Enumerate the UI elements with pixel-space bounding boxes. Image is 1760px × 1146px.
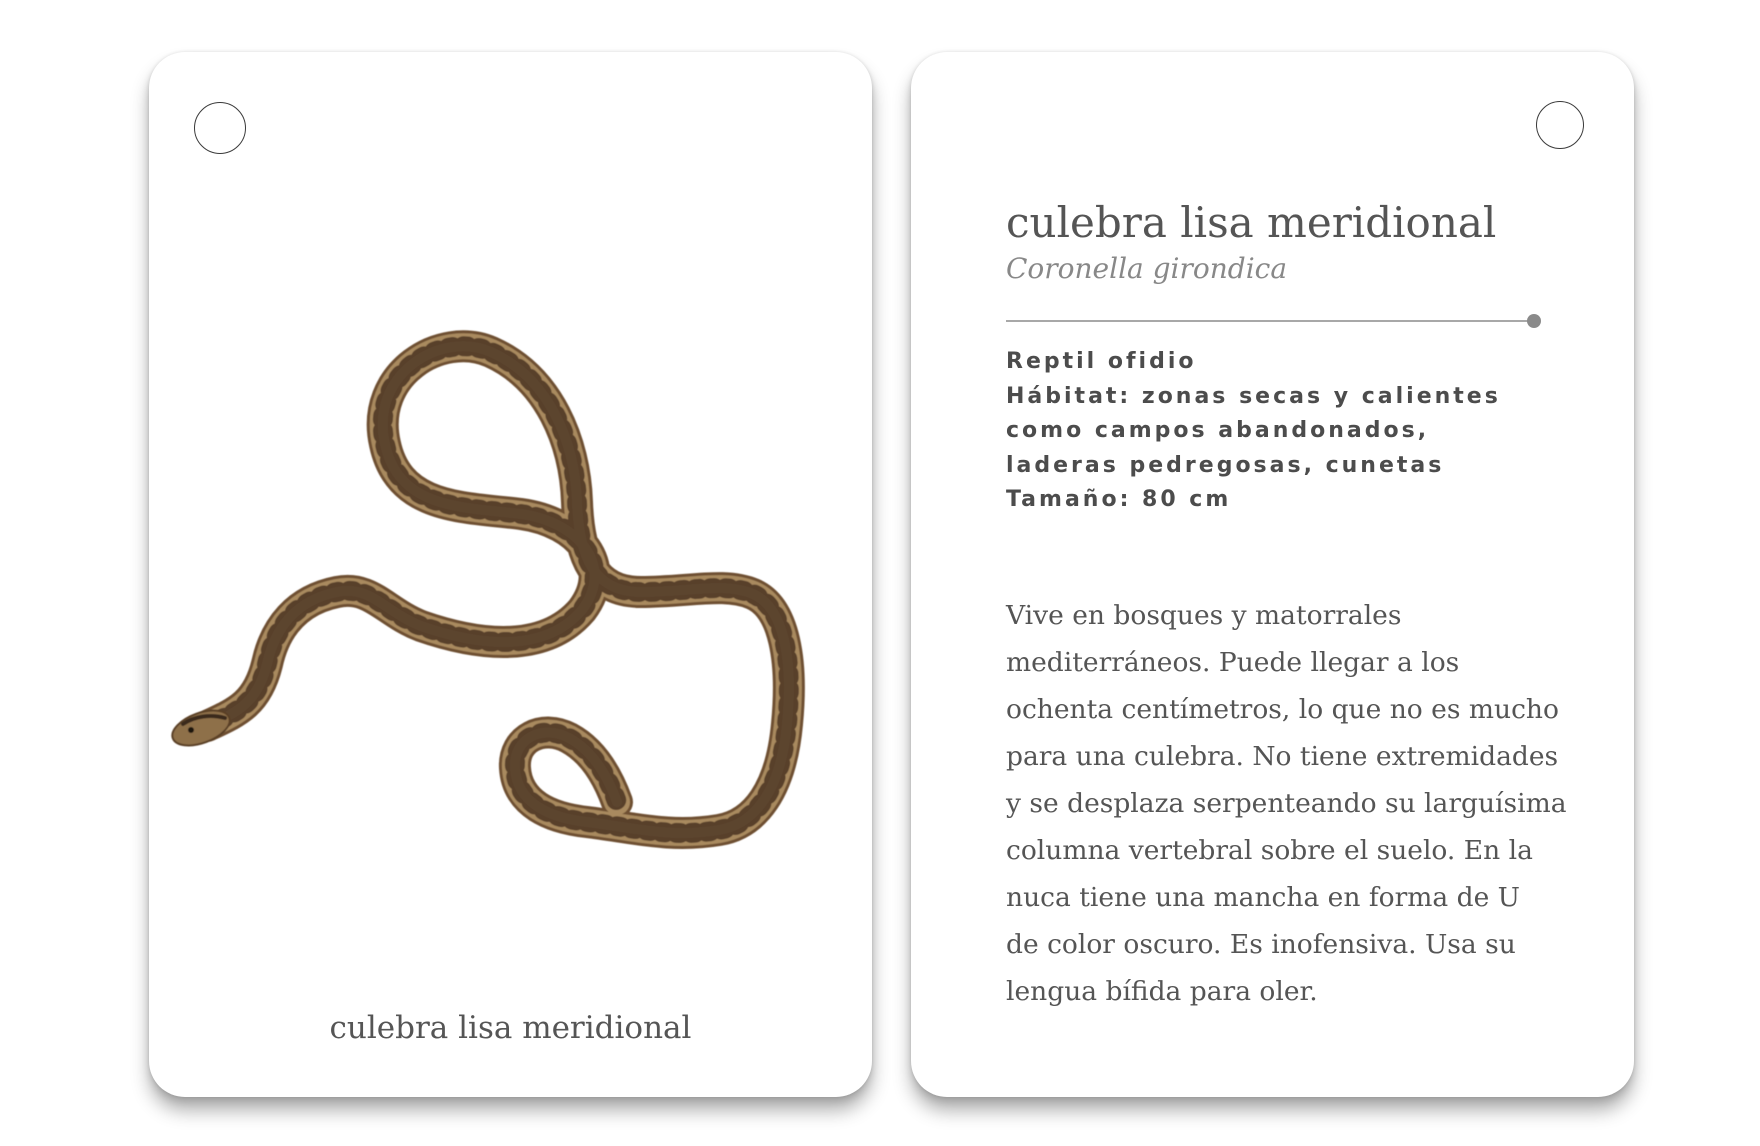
description-line: lengua bífida para oler. — [1006, 976, 1318, 1007]
species-facts — [1006, 345, 1566, 518]
description-line: columna vertebral sobre el suelo. En la — [1006, 835, 1533, 866]
description-line: para una culebra. No tiene extremidades — [1006, 741, 1559, 772]
back-card — [911, 52, 1634, 1097]
description-line: ochenta centímetros, lo que no es mucho — [1006, 694, 1559, 725]
description-line: mediterráneos. Puede llegar a los — [1006, 647, 1460, 678]
fact-line: como campos abandonados, — [1006, 418, 1430, 443]
species-scientific-name: Coronella girondica — [1006, 252, 1288, 285]
front-card — [149, 52, 872, 1097]
species-description — [1006, 592, 1576, 1015]
front-caption: culebra lisa meridional — [329, 1010, 692, 1046]
fact-line: Hábitat: zonas secas y calientes — [1006, 383, 1501, 409]
species-common-name: culebra lisa meridional — [1006, 198, 1497, 247]
fact-line: Tamaño: 80 cm — [1006, 487, 1232, 512]
description-line: y se desplaza serpenteando su larguísima — [1006, 788, 1567, 819]
divider-dot — [1527, 314, 1541, 328]
fact-line: laderas pedregosas, cunetas — [1006, 452, 1445, 478]
description-line: de color oscuro. Es inofensiva. Usa su — [1006, 929, 1516, 960]
divider-line — [1006, 320, 1534, 322]
fact-line: Reptil ofidio — [1006, 349, 1197, 374]
description-line: nuca tiene una mancha en forma de U — [1006, 882, 1521, 913]
punch-hole — [1536, 101, 1584, 149]
description-line: Vive en bosques y matorrales — [1006, 600, 1402, 631]
snake-illustration — [149, 52, 872, 1097]
snake-eye — [188, 727, 194, 733]
